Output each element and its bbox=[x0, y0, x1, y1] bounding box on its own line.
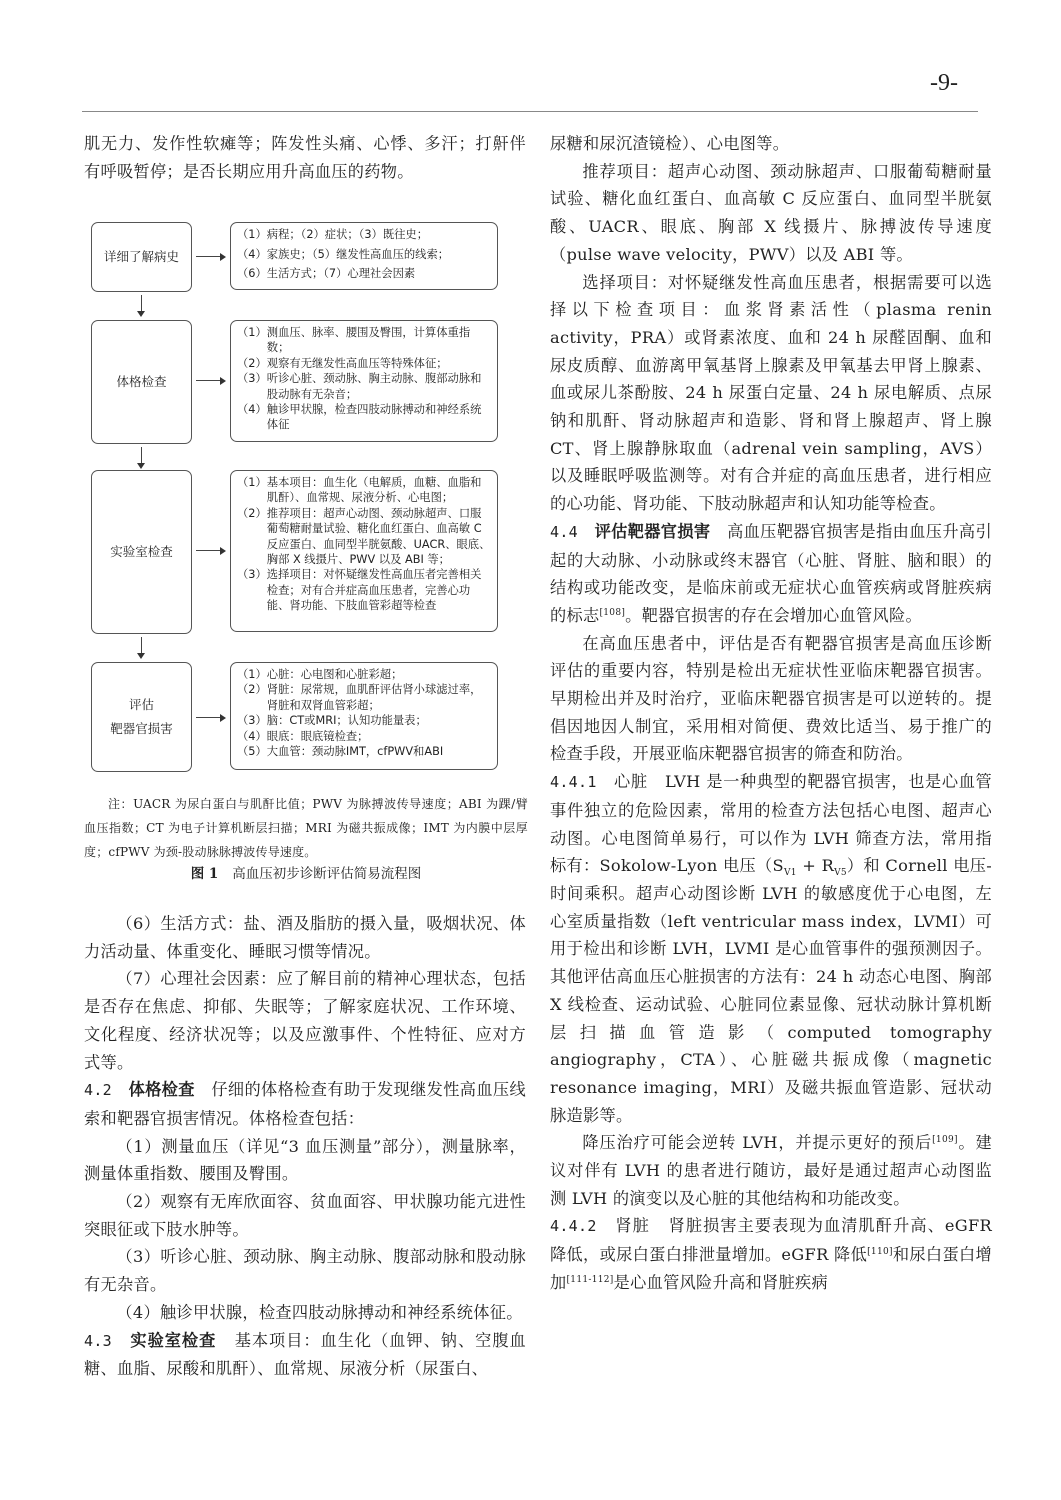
section-text: 。靶器官损害的存在会增加心血管风险。 bbox=[625, 605, 922, 625]
flow-detail-item: （4） 眼底：眼底镜检查； bbox=[237, 729, 369, 743]
section-heading: 实验室检查 bbox=[130, 1330, 217, 1350]
figure-note-text: 注：UACR 为尿白蛋白与肌酐比值；PWV 为脉搏波传导速度；ABI 为踝/臂血压指数；CT 为电子计算机断层扫描；MRI 为磁共振成像；IMT 为内膜中层厚度；cfPWV 为颈-股动脉脉搏波传导速度。 bbox=[84, 797, 528, 859]
flow-step-label: 实验室检查 bbox=[110, 544, 173, 559]
list-item: （4）触诊甲状腺，检查四肢动脉搏动和神经系统体征。 bbox=[116, 1302, 523, 1322]
list-item: （1）测量血压（详见“3 血压测量”部分），测量脉率，测量体重指数、腰围及臀围。 bbox=[84, 1136, 526, 1184]
section-number: 4.4.2 bbox=[550, 1217, 597, 1236]
flow-step-label: 详细了解病史 bbox=[103, 249, 179, 264]
figure-caption-label: 图 1 bbox=[190, 866, 219, 882]
section-text: 。建议对伴有 LVH 的患者进行随访，最好是通过超声心动图监测 LVH 的演变以及心脏的其他结构和功能改变。 bbox=[550, 1133, 992, 1208]
flow-detail-item: （3） 听诊心脏、颈动脉、胸主动脉、腹部动脉和股动脉有无杂音； bbox=[237, 372, 482, 401]
flow-detail-item: （3） 脑：CT或MRI；认知功能量表； bbox=[237, 714, 427, 728]
section-number: 4.4 bbox=[550, 522, 578, 541]
paragraph-optional-tests: 选择项目：对怀疑继发性高血压患者，根据需要可以选择以下检查项目：血浆肾素活性（plasma renin activity，PRA）或肾素浓度、血和 24 h 尿醛固酮、血和尿皮质醇、血游离甲氧基肾上腺素及甲氧基去甲肾上腺素、血或尿儿茶酚胺、24 h 尿蛋白定量、24 h 尿电解质、点尿钠和肌酐、肾动脉超声和造影、肾和肾上腺超声、肾上腺 CT、肾上腺静脉取血（adrenal vein sampling，AVS）以及睡眠呼吸监测等。对有合并症的高血压患者，进行相应的心功能、肾功能、下肢动脉超声和认知功能等检查。 bbox=[550, 272, 992, 514]
section-heading: 心脏 bbox=[614, 772, 648, 792]
flow-detail-item: （2） 肾脏：尿常规，血肌酐评估肾小球滤过率，肾脏和双肾血管彩超； bbox=[237, 683, 482, 712]
flow-step-lab-tests bbox=[91, 470, 192, 634]
left-column-body bbox=[84, 910, 526, 1383]
arrow-right-icon bbox=[196, 717, 224, 718]
section-text: 是心血管风险升高和肾脏疾病 bbox=[613, 1272, 828, 1292]
flow-detail-history bbox=[230, 222, 498, 290]
flow-step-target-organ bbox=[91, 662, 192, 772]
list-item: （3）听诊心脏、颈动脉、胸主动脉、腹部动脉和股动脉有无杂音。 bbox=[84, 1247, 526, 1295]
paragraph-lvh-treatment bbox=[550, 1129, 992, 1212]
citation: [108] bbox=[599, 607, 626, 618]
flow-step-label: 评估 bbox=[128, 697, 154, 712]
section-text: 仔细的体格检查有助于发现继发性高血压线索和靶器官损害情况。体格检查包括： bbox=[84, 1080, 526, 1128]
section-4-4-1 bbox=[550, 768, 992, 1129]
flow-detail-item: （5） 大血管：颈动脉IMT，cfPWV和ABI bbox=[237, 745, 444, 759]
left-column-top bbox=[84, 130, 526, 185]
right-column bbox=[550, 130, 992, 1297]
flow-detail-item: （4）家族史；（5）继发性高血压的线索； bbox=[237, 247, 450, 261]
section-text: 高血压靶器官损害是指由血压升高引起的大动脉、小动脉或终末器官（心脏、肾脏、脑和眼）的结构或功能改变，是临床前或无症状心血管疾病或肾脏疾病的标志 bbox=[550, 521, 992, 625]
section-4-4 bbox=[550, 518, 992, 630]
section-4-4-2 bbox=[550, 1212, 992, 1296]
list-item: （2）观察有无库欣面容、贫血面容、甲状腺功能亢进性突眼征或下肢水肿等。 bbox=[84, 1192, 526, 1239]
paragraph-psychosocial: （7）心理社会因素：应了解目前的精神心理状态，包括是否存在焦虑、抑郁、失眠等；了解家庭状况、工作环境、文化程度、经济状况等；以及应激事件、个性特征、应对方式等。 bbox=[84, 969, 526, 1072]
flow-detail-item: （6）生活方式；（7）心理社会因素 bbox=[237, 267, 416, 280]
header-rule bbox=[82, 111, 978, 112]
paragraph-recommended-tests: 推荐项目：超声心动图、颈动脉超声、口服葡萄糖耐量试验、糖化血红蛋白、血高敏 C 反应蛋白、血同型半胱氨酸、UACR、眼底、胸部 X 线摄片、脉搏波传导速度（pulse wave velocity，PWV）以及 ABI 等。 bbox=[550, 161, 992, 264]
flow-detail-item: （1） 测血压、脉率、腰围及臀围，计算体重指数； bbox=[237, 326, 471, 355]
flow-detail-item: （3） 选择项目：对怀疑继发性高血压者完善相关检查；对有合并症高血压患者，完善心功能、肾功能、下肢血管彩超等检查 bbox=[237, 568, 482, 613]
flow-detail-item: （4） 触诊甲状腺，检查四肢动脉搏动和神经系统体征 bbox=[237, 403, 482, 432]
section-4-3 bbox=[84, 1327, 526, 1383]
section-heading: 体格检查 bbox=[128, 1080, 195, 1100]
section-text: ）和 Cornell 电压-时间乘积。超声心动图诊断 LVH 的敏感度优于心电图，左心室质量指数（left ventricular mass index，LVMI）可用于检出和诊断 LVH，LVMI 是心血管事件的强预测因子。其他评估高血压心脏损害的方法有：24 h 动态心电图、胸部 X 线检查、运动试验、心脏同位素显像、冠状动脉计算机断层扫描血管造影（computed tomography angiography，CTA）、心脏磁共振成像（magnetic resonance imaging，MRI）及磁共振血管造影、冠状动脉造影等。 bbox=[550, 856, 992, 1125]
intro-paragraph: 肌无力、发作性软瘫等；阵发性头痛、心悸、多汗；打鼾伴有呼吸暂停；是否长期应用升高血压的药物。 bbox=[84, 134, 526, 181]
arrow-right-icon bbox=[196, 550, 224, 551]
subscript: V1 bbox=[783, 868, 797, 879]
figure-note bbox=[84, 792, 528, 864]
section-number: 4.3 bbox=[84, 1331, 112, 1350]
section-text: LVH 是一种典型的靶器官损害，也是心血管事件独立的危险因素，常用的检查方法包括心电图、超声心动图。心电图简单易行，可以作为 LVH 筛查方法，常用指标有：Sokolow-Lyon 电压（S bbox=[550, 772, 993, 876]
arrow-down-icon bbox=[141, 447, 142, 467]
arrow-down-icon bbox=[141, 295, 142, 315]
flow-detail-item: （1） 基本项目：血生化（电解质，血糖、血脂和肌酐）、血常规、尿液分析、心电图； bbox=[237, 476, 482, 505]
figure-caption-text: 高血压初步诊断评估简易流程图 bbox=[232, 866, 422, 882]
flow-step-physical-exam bbox=[91, 320, 192, 444]
page-number: -9- bbox=[930, 70, 958, 96]
flow-detail-item: （1） 心脏：心电图和心脏彩超； bbox=[237, 668, 403, 681]
arrow-right-icon bbox=[196, 380, 224, 381]
section-text: 肾脏损害主要表现为血清肌酐升高、eGFR 降低，或尿白蛋白排泄量增加。eGFR 降低 bbox=[550, 1216, 992, 1265]
flow-detail-item: （2） 观察有无继发性高血压等特殊体征； bbox=[237, 356, 448, 370]
section-text: 基本项目：血生化（血钾、钠、空腹血糖、血脂、尿酸和肌酐）、血常规、尿液分析（尿蛋白、 bbox=[84, 1330, 526, 1379]
flow-detail-target-organ bbox=[230, 662, 498, 770]
flow-detail-item: （1）病程；（2）症状；（3）既往史； bbox=[237, 228, 429, 241]
section-heading: 评估靶器官损害 bbox=[594, 521, 711, 541]
section-4-3-continued: 尿糖和尿沉渣镜检）、心电图等。 bbox=[550, 134, 790, 153]
paragraph-target-organ-assessment: 在高血压患者中，评估是否有靶器官损害是高血压诊断评估的重要内容，特别是检出无症状性亚临床靶器官损害。早期检出并及时治疗，亚临床靶器官损害是可以逆转的。提倡因地因人制宜，采用相对简便、费效比适当、易于推广的检查手段，开展亚临床靶器官损害的筛查和防治。 bbox=[550, 633, 992, 764]
section-text: + R bbox=[796, 856, 835, 876]
citation: [111-112] bbox=[566, 1274, 614, 1285]
citation: [110] bbox=[867, 1247, 893, 1258]
flow-detail-physical-exam bbox=[230, 320, 498, 442]
arrow-down-icon bbox=[141, 637, 142, 657]
arrow-right-icon bbox=[196, 256, 224, 257]
section-number: 4.2 bbox=[84, 1081, 112, 1100]
section-text: 和尿白蛋白增加 bbox=[550, 1245, 992, 1292]
section-number: 4.4.1 bbox=[550, 773, 597, 792]
paragraph-lifestyle: （6）生活方式：盐、酒及脂肪的摄入量，吸烟状况、体力活动量、体重变化、睡眠习惯等情况。 bbox=[84, 914, 526, 961]
flow-detail-item: （2） 推荐项目：超声心动图、颈动脉超声、口服葡萄糖耐量试验、糖化血红蛋白、血高敏 C 反应蛋白、血同型半胱氨酸、UACR、眼底、胸部 X 线摄片、PWV 以及 ABI 等； bbox=[237, 506, 491, 567]
section-heading: 肾脏 bbox=[615, 1216, 650, 1236]
flow-step-label: 靶器官损害 bbox=[110, 721, 173, 736]
flow-step-label: 体格检查 bbox=[116, 374, 167, 389]
section-4-2 bbox=[84, 1076, 526, 1132]
figure-caption bbox=[84, 862, 528, 882]
flowchart-figure bbox=[84, 200, 528, 780]
citation: [109] bbox=[932, 1135, 958, 1146]
flow-step-history bbox=[91, 222, 192, 292]
section-text: 降压治疗可能会逆转 LVH，并提示更好的预后 bbox=[582, 1133, 933, 1153]
flow-detail-lab-tests bbox=[230, 470, 498, 632]
subscript: V5 bbox=[834, 868, 847, 879]
